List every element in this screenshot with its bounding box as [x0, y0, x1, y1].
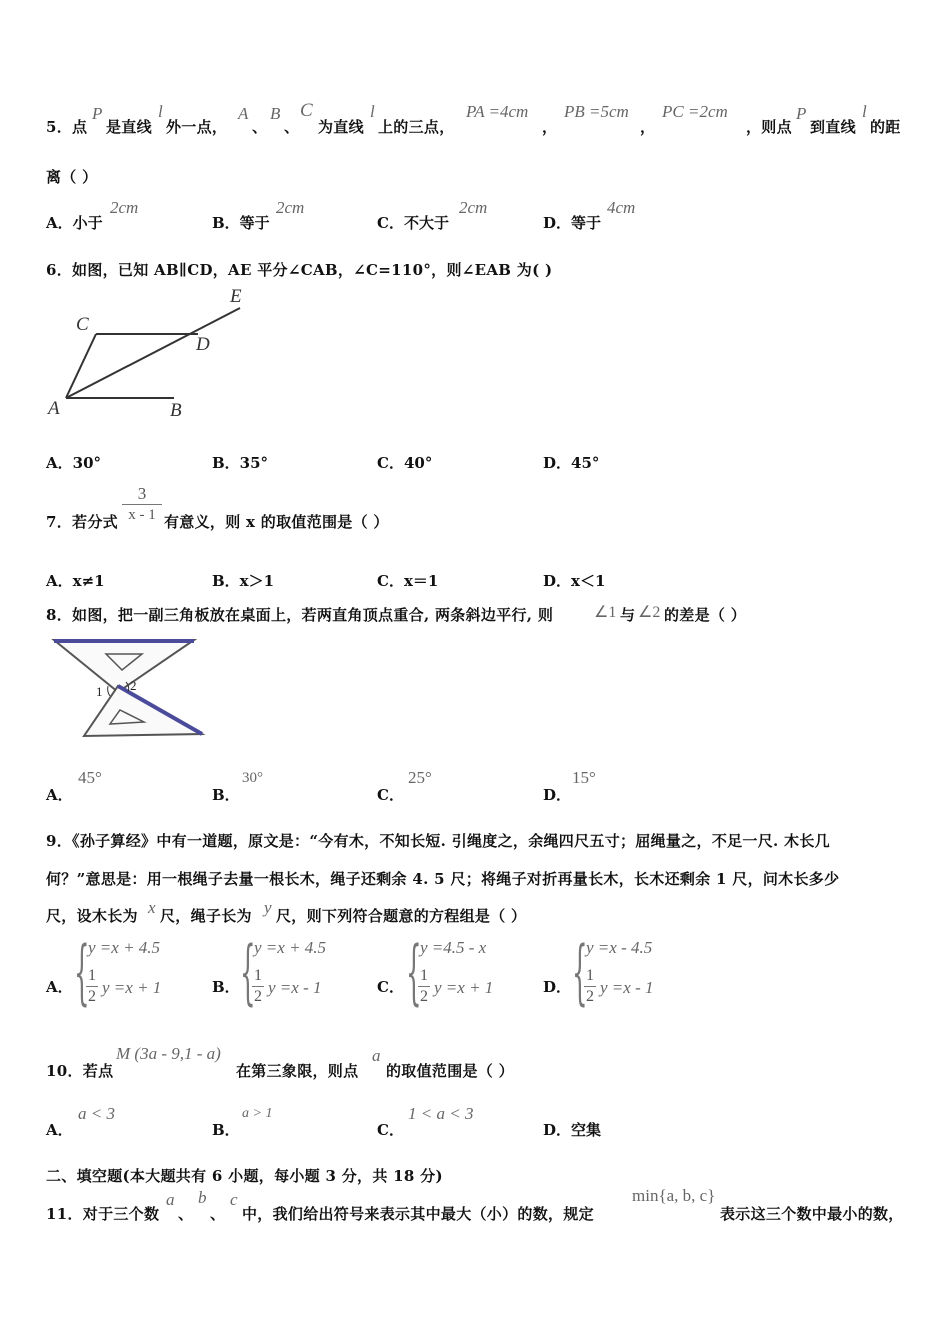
q6-option-d[interactable]: D．45° [543, 454, 600, 472]
q8-option-c-value: 25° [408, 768, 432, 787]
q9-option-c-half-num: 1 [420, 967, 428, 984]
q5-sep-1: 、 [252, 118, 268, 136]
q5-point-c: C [300, 100, 313, 121]
q5-point-p-2: P [796, 104, 807, 123]
q5-point-p: P [92, 104, 103, 123]
q9-option-d-half [584, 966, 596, 1007]
q9-option-c-half-den: 2 [420, 988, 428, 1005]
q11-sep-1: 、 [178, 1205, 194, 1223]
q8-label-1: 1 [96, 684, 103, 699]
q5-point-a: A [238, 104, 249, 123]
q10-option-b[interactable]: B． [212, 1121, 240, 1139]
q9-option-b-half-num: 1 [254, 967, 262, 984]
q11-stem-post: 表示这三个数中最小的数， [720, 1205, 904, 1223]
q8-stem-pre: 8．如图，把一副三角板放在桌面上，若两直角顶点重合, 两条斜边平行, 则 [46, 606, 554, 624]
q10-stem-pre: 10．若点 [46, 1062, 114, 1080]
q9-option-a[interactable]: A． [46, 978, 73, 996]
q7-option-a[interactable]: A．x≠1 [46, 572, 105, 590]
q9-option-d-half-den: 2 [586, 988, 594, 1005]
q9-option-d-brace: { [572, 931, 588, 1013]
q6-label-b: B [170, 400, 182, 421]
q7-option-d[interactable]: D．x＜1 [543, 572, 606, 590]
q11-min-notation: min{a, b, c} [632, 1186, 716, 1205]
q9-option-c-half [418, 966, 430, 1007]
q9-line-2: 何？”意思是：用一根绳子去量一根长木，绳子还剩余 4. 5 尺；将绳子对折再量长木，长木还剩余 1 尺，问木长多少 [46, 870, 840, 888]
q10-stem-mid: 在第三象限，则点 [236, 1062, 359, 1080]
q9-option-a-half [86, 966, 98, 1007]
q6-option-a[interactable]: A．30° [46, 454, 102, 472]
q9-var-x: x [148, 898, 156, 917]
q5-text-6: ，则点 [746, 118, 792, 136]
q8-upper-triangle [54, 640, 194, 692]
q11-var-b: b [198, 1188, 207, 1207]
q6-option-c[interactable]: C．40° [377, 454, 433, 472]
q11-stem-pre: 11．对于三个数 [46, 1205, 160, 1223]
q5-line-2: 离（ ） [46, 168, 98, 186]
q9-var-y: y [264, 898, 272, 917]
q9-option-d-half-num: 1 [586, 967, 594, 984]
q5-option-c[interactable]: C．不大于 [377, 214, 449, 232]
q8-angle-arc-1 [108, 686, 110, 696]
q8-stem-post: 的差是（ ） [664, 606, 747, 624]
q5-option-b-value: 2cm [276, 198, 305, 217]
q9-line-3b: 尺，绳子长为 [160, 907, 252, 925]
q6-stem: 6．如图，已知 AB∥CD，AE 平分∠CAB，∠C=110°，则∠EAB 为( ) [46, 261, 553, 279]
q7-stem-post: 有意义，则 x 的取值范围是（ ） [164, 513, 389, 531]
q8-option-d-value: 15° [572, 768, 596, 787]
q6-label-d: D [196, 334, 210, 355]
q9-option-a-eq1: y =x + 4.5 [88, 938, 161, 957]
q5-line-l-3: l [862, 102, 867, 121]
q9-option-b-eq2: y =x - 1 [268, 978, 322, 997]
q10-option-b-value: a > 1 [242, 1106, 273, 1121]
q9-line-3a: 尺，设木长为 [46, 907, 138, 925]
q11-sep-2: 、 [210, 1205, 226, 1223]
q5-option-a-value: 2cm [110, 198, 139, 217]
q7-denominator: x - 1 [122, 504, 162, 525]
q8-figure [48, 630, 210, 746]
q6-option-b[interactable]: B．35° [212, 454, 269, 472]
q5-text-5: 上的三点， [378, 118, 455, 136]
q9-option-b[interactable]: B． [212, 978, 240, 996]
q10-option-d[interactable]: D．空集 [543, 1121, 602, 1139]
q5-text-3: 外一点， [166, 118, 228, 136]
q5-comma-1: ， [542, 118, 558, 136]
q10-option-a-value: a < 3 [78, 1104, 115, 1123]
q8-option-b-value: 30° [242, 770, 263, 786]
q9-option-a-eq2: y =x + 1 [102, 978, 162, 997]
q6-segment-ae [66, 308, 240, 398]
q7-option-b[interactable]: B．x＞1 [212, 572, 275, 590]
q9-option-b-half-den: 2 [254, 988, 262, 1005]
q9-line-1: 9．《孙子算经》中有一道题，原文是：“今有木，不知长短. 引绳度之，余绳四尺五寸；屈绳量之，不足一尺. 木长几 [46, 832, 830, 850]
q7-numerator: 3 [137, 484, 147, 503]
q5-option-c-value: 2cm [459, 198, 488, 217]
q5-option-b[interactable]: B．等于 [212, 214, 270, 232]
q10-option-c[interactable]: C． [377, 1121, 404, 1139]
q5-pa: PA =4cm [466, 102, 529, 121]
q5-text-4: 为直线 [318, 118, 364, 136]
q8-angle-1: ∠1 [594, 604, 617, 621]
q8-label-2: 2 [130, 678, 137, 693]
q8-option-b[interactable]: B． [212, 786, 240, 804]
q5-text-8: 的距 [870, 118, 901, 136]
q7-stem-pre: 7．若分式 [46, 513, 118, 531]
q5-comma-2: ， [640, 118, 656, 136]
q9-line-3c: 尺，则下列符合题意的方程组是（ ） [276, 907, 527, 925]
q5-line-l: l [158, 102, 163, 121]
q9-option-b-eq1: y =x + 4.5 [254, 938, 327, 957]
q6-figure [40, 282, 260, 422]
q5-pc: PC =2cm [662, 102, 728, 121]
q9-option-b-brace: { [240, 931, 256, 1013]
q9-option-c-brace: { [406, 931, 422, 1013]
q5-point-b: B [270, 104, 281, 123]
q7-option-c[interactable]: C．x＝1 [377, 572, 439, 590]
q5-line-l-2: l [370, 102, 375, 121]
q9-option-a-brace: { [74, 931, 90, 1013]
q5-option-d[interactable]: D．等于 [543, 214, 602, 232]
q5-number: 5． [46, 118, 73, 136]
q10-option-c-value: 1 < a < 3 [408, 1104, 474, 1123]
q6-label-a: A [48, 398, 60, 419]
q5-pb: PB =5cm [564, 102, 629, 121]
q9-option-d-eq1: y =x - 4.5 [586, 938, 653, 957]
q11-var-a: a [166, 1190, 175, 1209]
q10-point-m: M (3a - 9,1 - a) [116, 1044, 221, 1063]
q6-label-e: E [230, 286, 242, 307]
q11-stem-mid: 中，我们给出符号来表示其中最大（小）的数，规定 [242, 1205, 594, 1223]
q9-option-d-eq2: y =x - 1 [600, 978, 654, 997]
q10-var-a: a [372, 1046, 381, 1065]
q8-option-a[interactable]: A． [46, 786, 73, 804]
q9-option-c-eq2: y =x + 1 [434, 978, 494, 997]
q9-option-b-half [252, 966, 264, 1007]
q6-segment-ac [66, 334, 96, 398]
q8-stem-mid: 与 [620, 606, 636, 624]
q9-option-a-half-num: 1 [88, 967, 96, 984]
q5-text-7: 到直线 [810, 118, 856, 136]
q8-option-d[interactable]: D． [543, 786, 572, 804]
q5-option-a[interactable]: A．小于 [46, 214, 103, 232]
q5-option-d-value: 4cm [607, 198, 636, 217]
q9-option-c-eq1: y =4.5 - x [420, 938, 487, 957]
q10-option-a[interactable]: A． [46, 1121, 73, 1139]
section-2-title: 二、填空题(本大题共有 6 小题，每小题 3 分，共 18 分) [46, 1167, 443, 1185]
q6-label-c: C [76, 314, 89, 335]
q11-var-c: c [230, 1190, 238, 1209]
q9-option-a-half-den: 2 [88, 988, 96, 1005]
q9-option-d[interactable]: D． [543, 978, 572, 996]
q9-option-c[interactable]: C． [377, 978, 404, 996]
q7-fraction [122, 484, 162, 525]
q5-text-1: 点 [72, 118, 88, 136]
q5-sep-2: 、 [284, 118, 300, 136]
q10-stem-post: 的取值范围是（ ） [386, 1062, 514, 1080]
q8-angle-2: ∠2 [638, 604, 661, 621]
q5-text-2: 是直线 [106, 118, 152, 136]
q8-option-c[interactable]: C． [377, 786, 404, 804]
q8-option-a-value: 45° [78, 768, 102, 787]
